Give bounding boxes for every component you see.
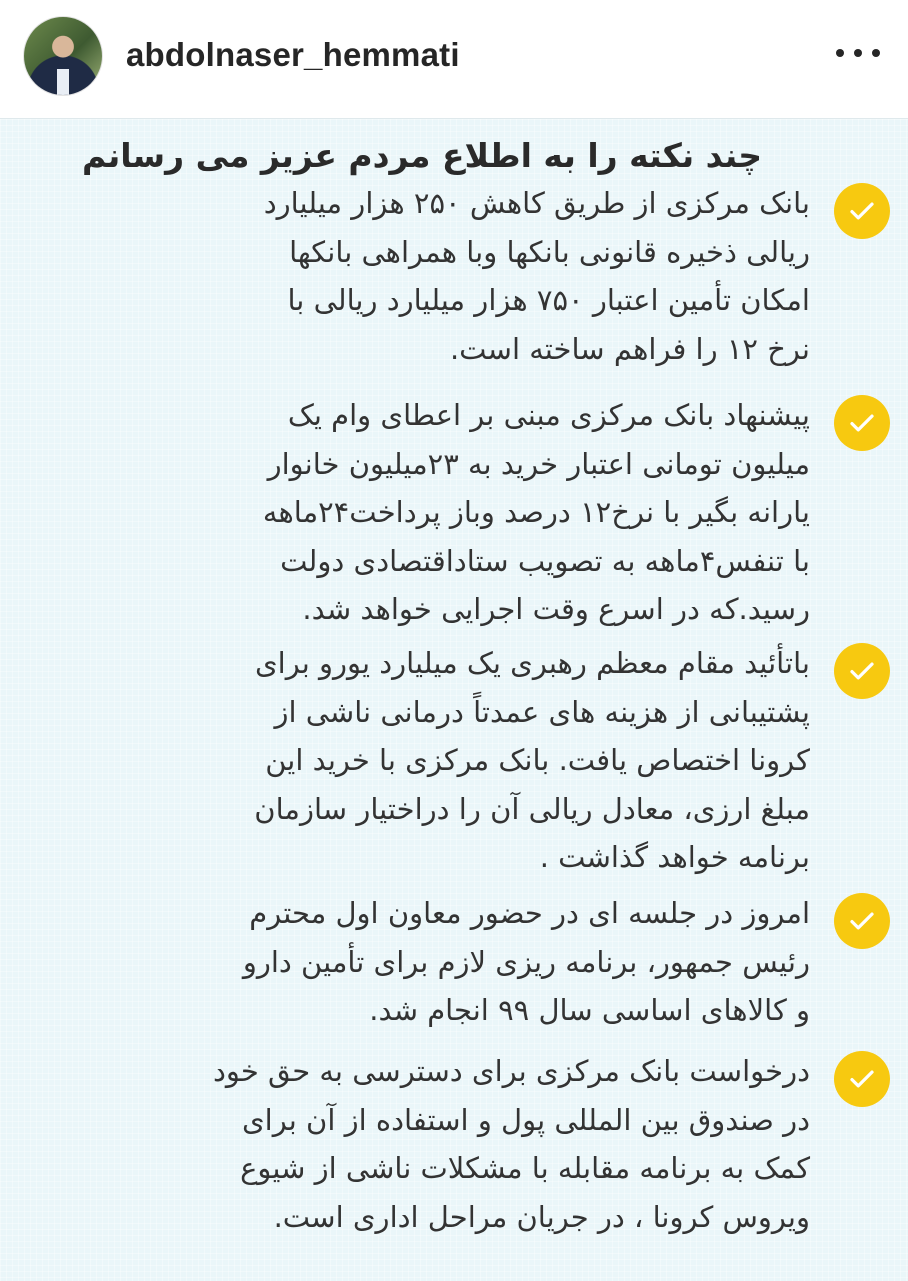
list-item-line: کرونا اختصاص یافت. بانک مرکزی با خرید این (265, 743, 810, 777)
list-item (40, 391, 890, 641)
more-dot (872, 49, 880, 57)
list-item-line: امروز در جلسه ای در حضور معاون اول محترم (249, 896, 810, 930)
avatar[interactable] (24, 17, 102, 95)
list-item-line: با تنفس۴ماهه به تصویب ستاداقتصادی دولت (280, 543, 810, 578)
more-dot (836, 49, 844, 57)
list-item-line: کمک به برنامه مقابله با مشکلات ناشی از شیوع (240, 1151, 810, 1185)
list-item-text (40, 889, 810, 1035)
list-item-line: ریالی ذخیره قانونی بانکها وبا همراهی بانکها (289, 234, 810, 269)
avatar-collar (57, 69, 69, 95)
list-item-line: امکان تأمین اعتبار ۷۵۰ هزار میلیارد ریالی با (287, 283, 810, 317)
check-icon (834, 643, 890, 699)
list-item-line: ویروس کرونا ، در جریان مراحل اداری است. (273, 1199, 810, 1234)
post-header (0, 0, 908, 118)
list-item-line: یارانه بگیر با نرخ۱۲ درصد وباز پرداخت۲۴ماهه (262, 495, 810, 529)
list-item-line: باتأئید مقام معظم رهبری یک میلیارد یورو برای (254, 646, 810, 680)
list-item-text (40, 179, 810, 373)
list-item-line: نرخ ۱۲ را فراهم ساخته است. (449, 331, 810, 366)
check-icon (834, 893, 890, 949)
list-item-line: رئیس جمهور، برنامه ریزی لازم برای تأمین دارو (242, 944, 810, 979)
more-dot (854, 49, 862, 57)
list-item-text (40, 639, 810, 882)
list-item-line: درخواست بانک مرکزی برای دسترسی به حق خود (213, 1054, 810, 1088)
check-icon (834, 1051, 890, 1107)
list-item-line: و کالاهای اساسی سال ۹۹ انجام شد. (369, 993, 810, 1027)
list-item-line: برنامه خواهد گذاشت . (539, 840, 810, 874)
list-item-line: میلیون تومانی اعتبار خرید به ۲۳میلیون خانوار (267, 446, 810, 481)
list-item (40, 889, 890, 1039)
list-item-line: پشتیبانی از هزینه های عمدتاً درمانی ناشی از (274, 694, 810, 729)
list-item-line: مبلغ ارزی، معادل ریالی آن را دراختیار سازمان (254, 791, 810, 826)
list-item (40, 639, 890, 889)
list-item (40, 179, 890, 379)
list-item-line: بانک مرکزی از طریق کاهش ۲۵۰ هزار میلیارد (263, 186, 810, 220)
username[interactable]: abdolnaser_hemmati (126, 36, 460, 73)
post-title: چند نکته را به اطلاع مردم عزیز می رسانم (82, 136, 762, 175)
list-item-line: پیشنهاد بانک مرکزی مبنی بر اعطای وام یک (287, 398, 810, 432)
check-icon (834, 183, 890, 239)
list-item (40, 1047, 890, 1247)
list-item-text (40, 391, 810, 634)
list-item-line: رسید.که در اسرع وقت اجرایی خواهد شد. (302, 592, 810, 626)
check-icon (834, 395, 890, 451)
post-image (0, 118, 908, 1281)
list-item-text (40, 1047, 810, 1241)
more-options-icon[interactable] (836, 38, 880, 68)
list-item-line: در صندوق بین المللی پول و استفاده از آن برای (241, 1102, 810, 1137)
